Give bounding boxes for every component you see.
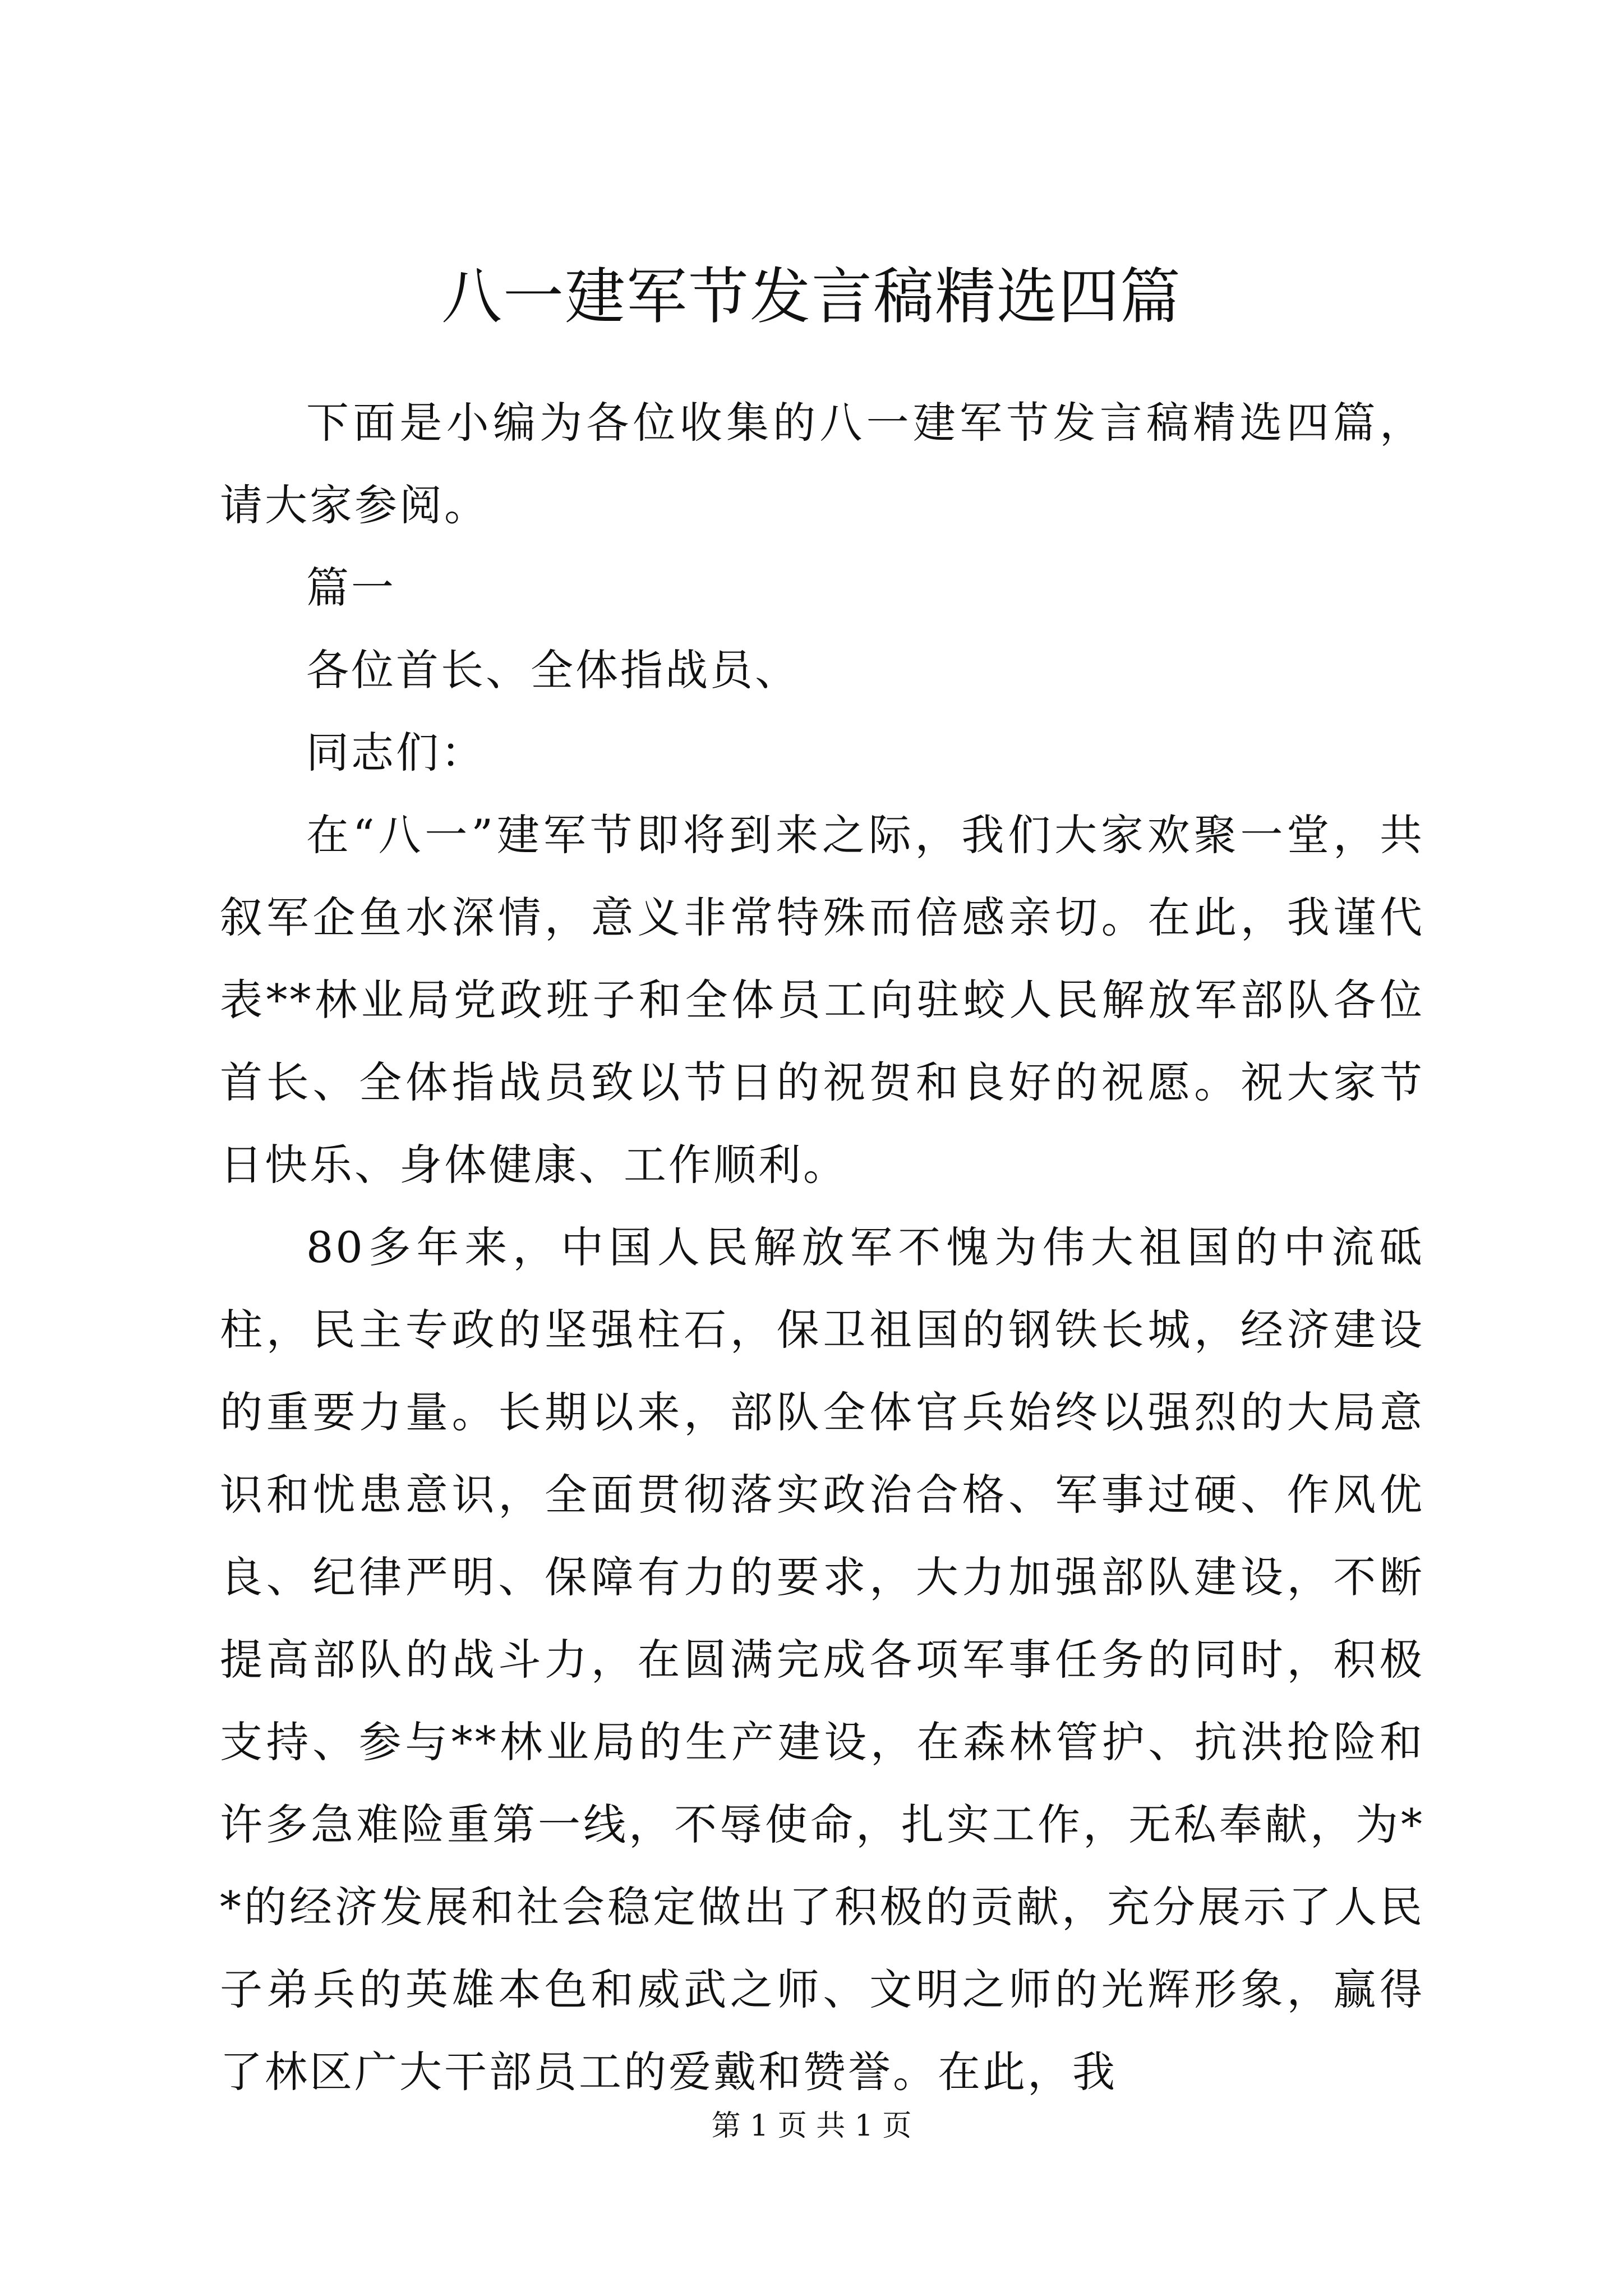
- paragraph-greeting: 在“八一”建军节即将到来之际，我们大家欢聚一堂，共叙军企鱼水深情，意义非常特殊而倍感亲切。在此，我谨代表**林业局党政班子和全体员工向驻蛟人民解放军部队各位首长、全体指战员致以节日的祝贺和良好的祝愿。祝大家节日快乐、身体健康、工作顺利。: [220, 810, 1424, 1190]
- paragraph-history: 80多年来，中国人民解放军不愧为伟大祖国的中流砥柱，民主专政的坚强柱石，保卫祖国的钢铁长城，经济建设的重要力量。长期以来，部队全体官兵始终以强烈的大局意识和忧患意识，全面贯彻落实政治合格、军事过硬、作风优良、纪律严明、保障有力的要求，大力加强部队建设，不断提高部队的战斗力，在圆满完成各项军事任务的同时，积极支持、参与**林业局的生产建设，在森林管护、抗洪抢险和许多急难险重第一线，不辱使命，扎实工作，无私奉献，为**的经济发展和社会稳定做出了积极的贡献，充分展示了人民子弟兵的英雄本色和威武之师、文明之师的光辉形象，赢得了林区广大干部员工的爱戴和赞誉。在此，我: [220, 1222, 1424, 2097]
- paragraph-salutation-comrades: 同志们：: [306, 728, 486, 777]
- document-body: [220, 381, 1424, 2113]
- paragraph-intro: 下面是小编为各位收集的八一建军节发言稿精选四篇，请大家参阅。: [220, 398, 1424, 530]
- paragraph-section-heading: 篇一: [306, 563, 396, 613]
- document-title: 八一建军节发言稿精选四篇: [441, 262, 1182, 332]
- paragraph-salutation: 各位首长、全体指战员、: [306, 645, 800, 695]
- page-footer: 第 1 页 共 1 页: [711, 2109, 912, 2143]
